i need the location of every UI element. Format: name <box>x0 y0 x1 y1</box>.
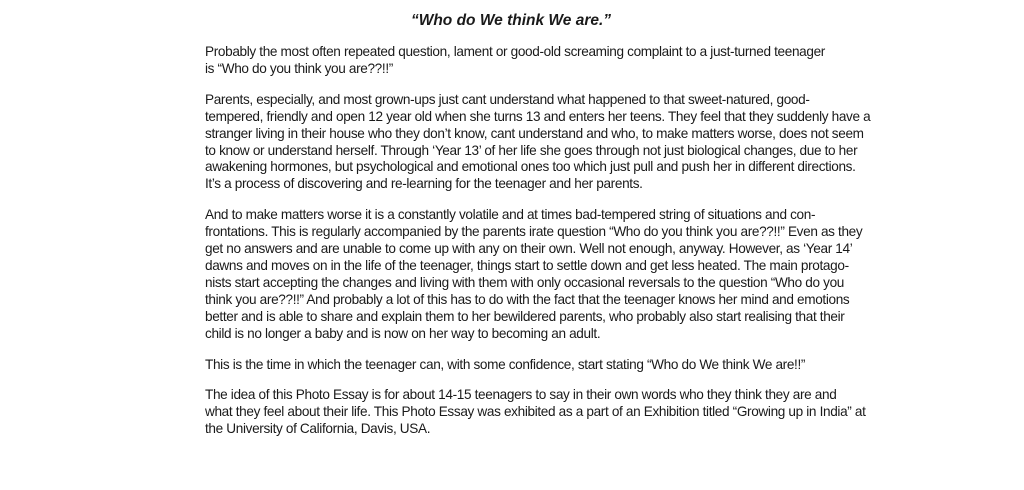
paragraph-photo-essay <box>169 387 866 438</box>
paragraph-line: is “Who do you think you are??!!” <box>205 60 393 76</box>
document-page <box>169 12 871 452</box>
paragraph-line: It’s a process of discovering and re-learning for the teenager and her parents. <box>205 176 643 192</box>
paragraph-line: awakening hormones, but psychological and emotional ones too which just pull and push her in different directions. <box>205 159 856 175</box>
paragraph-line: frontations. This is regularly accompanied by the parents irate question “Who do you think you are??!!” Even as they <box>205 224 863 240</box>
paragraph-line: dawns and moves on in the life of the teenager, things start to settle down and get less heated. The main protago- <box>205 257 849 273</box>
paragraph-line: Probably the most often repeated question, lament or good-old screaming complaint to a just-turned teenager <box>205 44 825 59</box>
paragraph-line: Parents, especially, and most grown-ups just cant understand what happened to that sweet-natured, good- <box>205 91 810 107</box>
paragraph-confrontations <box>169 207 863 342</box>
paragraph-line: The idea of this Photo Essay is for about 14-15 teenagers to say in their own words who they think they are and <box>205 387 837 403</box>
paragraph-line: think you are??!!” And probably a lot of this has to do with the fact that the teenager knows her mind and emotions <box>205 291 850 307</box>
paragraph-line: And to make matters worse it is a constantly volatile and at times bad-tempered string of situations and con- <box>205 207 816 223</box>
paragraph-line: get no answers and are unable to come up with any on their own. Well not enough, anyway. However, as ‘Year 14’ <box>205 241 853 257</box>
paragraph-confidence <box>169 357 853 374</box>
paragraph-line: tempered, friendly and open 12 year old when she turns 13 and enters her teens. They feel that they suddenly have a <box>205 108 871 124</box>
paragraph-line: the University of California, Davis, USA. <box>205 421 431 437</box>
paragraph-line: nists start accepting the changes and living with them with only occasional reversals to the question “Who do you <box>205 274 844 290</box>
paragraph-line: child is no longer a baby and is now on her way to becoming an adult. <box>205 325 601 341</box>
paragraph-parents <box>169 91 871 193</box>
paragraph-line: what they feel about their life. This Photo Essay was exhibited as a part of an Exhibition titled “Growing up in India” at <box>205 404 866 420</box>
document-title: “Who do We think We are.” <box>410 12 612 29</box>
paragraph-line: better and is able to share and explain them to her bewildered parents, who probably also start realising that their <box>205 308 845 324</box>
paragraph-intro <box>169 44 853 78</box>
paragraph-line: This is the time in which the teenager can, with some confidence, start stating “Who do We think We are!!” <box>205 356 806 372</box>
paragraph-line: to know or understand herself. Through ‘Year 13’ of her life she goes through not just biological changes, due to her <box>205 142 858 158</box>
paragraph-line: stranger living in their house who they don’t know, cant understand and who, to make matters worse, does not seem <box>205 125 864 141</box>
